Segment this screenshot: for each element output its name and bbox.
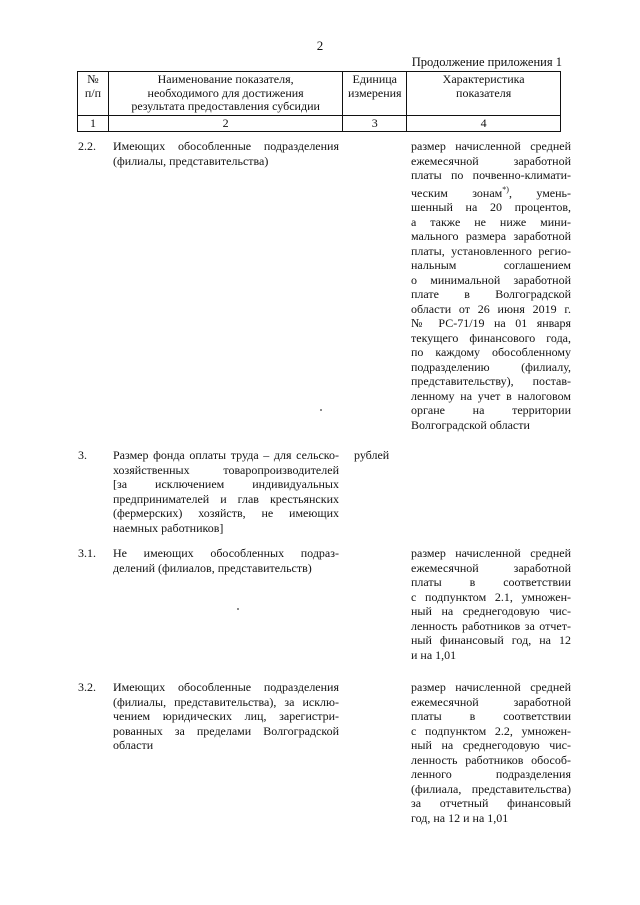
name-line: [за исключением индивидуальных: [113, 477, 339, 491]
indicator-name: [113, 680, 339, 753]
name-line: Имеющих обособленные подразделения: [113, 680, 339, 694]
desc-line: (филиала, представительства): [411, 781, 571, 796]
indicator-description: [411, 139, 571, 432]
row-number: 2.2.: [78, 139, 96, 153]
header-num: [78, 72, 109, 116]
desc-line: Волгоградской области: [411, 417, 530, 432]
desc-line: № РС-71/19 на 01 января: [411, 316, 571, 330]
unit-of-measure: рублей: [354, 448, 390, 462]
name-line: делений (филиалов, представительств): [113, 560, 312, 575]
name-line: области: [113, 738, 154, 752]
desc-line: ленного подразделения: [411, 767, 571, 781]
name-line: предпринимателей и глав крестьянских: [113, 491, 339, 506]
header-name-line: необходимого для достижения: [147, 85, 304, 100]
name-line: (филиалы, представительства), за исклю-: [113, 694, 339, 709]
indicator-name: [113, 546, 339, 575]
header-unit-line: измерения: [347, 85, 402, 100]
scan-speck: [320, 409, 322, 411]
desc-line: мального размера заработной: [411, 229, 571, 243]
indicator-description: [411, 546, 571, 662]
header-num-line: п/п: [84, 85, 102, 100]
desc-line: ленность работников за отчет-: [411, 618, 571, 633]
name-line: Имеющих обособленные подразделения: [113, 139, 339, 153]
desc-line: нальным соглашением: [411, 258, 571, 272]
desc-line: и на 1,01: [411, 647, 457, 662]
row-number: 3.: [78, 448, 87, 462]
desc-line: год, на 12 и на 1,01: [411, 810, 509, 825]
name-line: (фермерских) хозяйств, не имеющих: [113, 506, 339, 520]
indicator-description: [411, 680, 571, 825]
desc-line: ежемесячной заработной: [411, 560, 571, 575]
indicator-name: [113, 139, 339, 168]
column-number-row: [78, 115, 561, 131]
header-desc-line: Характеристика: [442, 72, 525, 86]
desc-line: представительству), постав-: [411, 374, 571, 388]
desc-line: текущего финансового года,: [411, 330, 571, 345]
indicator-name: [113, 448, 339, 535]
indicator-table-header: [77, 71, 561, 132]
desc-line: платы по почвенно-климати-: [411, 168, 571, 182]
header-row: [78, 72, 561, 116]
desc-line: с подпунктом 2.1, умножен-: [411, 589, 571, 604]
header-desc-line: показателя: [456, 85, 512, 100]
name-line: Размер фонда оплаты труда – для сельско-: [113, 448, 339, 462]
desc-line: ный на среднегодовую чис-: [411, 604, 571, 618]
desc-line: органе на территории: [411, 403, 571, 417]
desc-line: платы, установленного регио-: [411, 243, 571, 258]
desc-line: ежемесячной заработной: [411, 694, 571, 709]
scan-speck: [237, 608, 239, 610]
desc-line: размер начисленной средней: [411, 139, 571, 153]
desc-line: по каждому обособленному: [411, 345, 571, 359]
header-name-line: Наименование показателя,: [157, 72, 294, 86]
row-number: 3.1.: [78, 546, 96, 560]
desc-line: области от 26 июня 2019 г.: [411, 301, 571, 316]
desc-line: шенный на 20 процентов,: [411, 200, 571, 214]
name-line: Не имеющих обособленных подраз-: [113, 546, 339, 560]
desc-line: за отчетный финансовый: [411, 796, 571, 810]
column-number: 1: [78, 115, 109, 131]
name-line: рованных за пределами Волгоградской: [113, 723, 339, 738]
desc-line: подразделению (филиалу,: [411, 359, 571, 374]
desc-line: ный на среднегодовую чис-: [411, 738, 571, 752]
continuation-label: Продолжение приложения 1: [411, 55, 562, 69]
desc-line: ленность работников обособ-: [411, 752, 571, 767]
column-number: 3: [343, 115, 407, 131]
header-num-line: №: [87, 72, 99, 86]
desc-line: платы в соответствии: [411, 709, 571, 723]
desc-line: платы в соответствии: [411, 575, 571, 589]
header-desc: [407, 72, 561, 116]
header-name: [108, 72, 342, 116]
row-number: 3.2.: [78, 680, 96, 694]
name-line: (филиалы, представительства): [113, 153, 269, 168]
desc-line: плате в Волгоградской: [411, 287, 571, 301]
desc-line: ежемесячной заработной: [411, 153, 571, 168]
column-number: 2: [108, 115, 342, 131]
desc-line: а также не ниже мини-: [411, 214, 571, 229]
header-unit: [343, 72, 407, 116]
desc-line: ческим зонам*), умень-: [411, 184, 572, 200]
header-name-line: результата предоставления субсидии: [131, 99, 320, 113]
desc-line: о минимальной заработной: [411, 272, 571, 287]
name-line: наемных работников]: [113, 520, 224, 535]
name-line: чением юридических лиц, зарегистри-: [113, 709, 339, 723]
desc-line: размер начисленной средней: [411, 680, 571, 694]
desc-line: ленному на учет в налоговом: [411, 388, 571, 403]
page-number: 2: [316, 38, 324, 53]
header-unit-line: Единица: [352, 72, 397, 86]
desc-line: размер начисленной средней: [411, 546, 571, 560]
name-line: хозяйственных товаропроизводителей: [113, 462, 339, 477]
column-number: 4: [407, 115, 561, 131]
desc-line: ный финансовый год, на 12: [411, 633, 571, 647]
desc-line: с подпунктом 2.2, умножен-: [411, 723, 571, 738]
